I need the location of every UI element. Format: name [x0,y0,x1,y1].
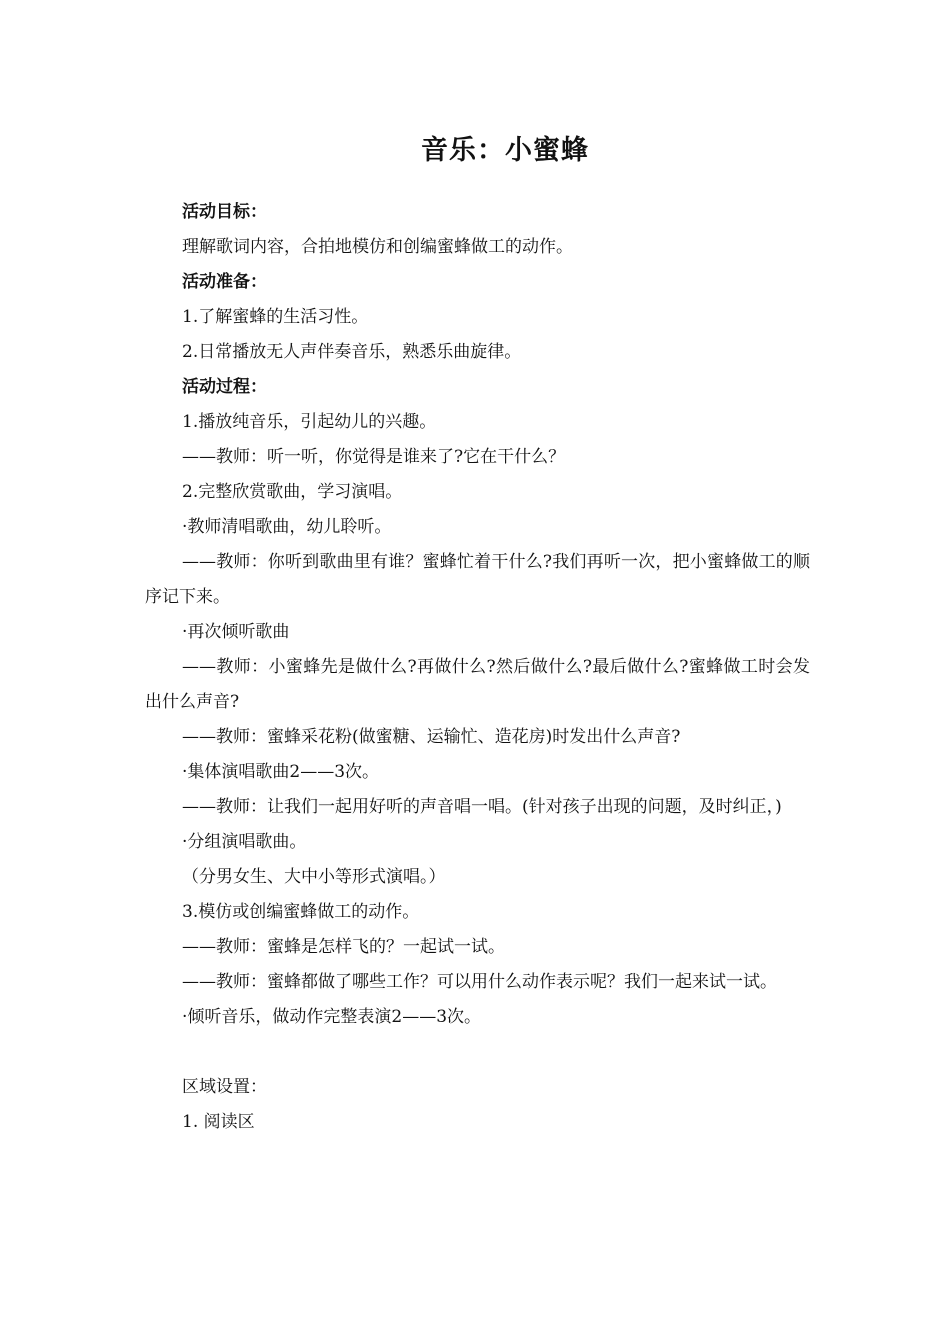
process-line: ·分组演唱歌曲。 [182,832,307,852]
process-line: 2.完整欣赏歌曲，学习演唱。 [182,482,403,502]
prep-heading: 活动准备： [182,272,267,292]
process-line: 3.模仿或创编蜜蜂做工的动作。 [182,902,420,922]
process-line: ——教师：蜜蜂都做了哪些工作？可以用什么动作表示呢？我们一起来试一试。 [182,972,777,992]
goal-heading: 活动目标： [182,202,267,222]
document-body [145,195,810,1140]
page-title: 音乐：小蜜蜂 [421,135,589,166]
process-line: ——教师：蜜蜂采花粉(做蜜糖、运输忙、造花房)时发出什么声音? [182,727,681,747]
process-line: ——教师：蜜蜂是怎样飞的？一起试一试。 [182,937,505,957]
process-line: 1.播放纯音乐，引起幼儿的兴趣。 [182,412,437,432]
process-line: ·再次倾听歌曲 [182,622,290,642]
process-line: ·倾听音乐，做动作完整表演2——3次。 [182,1007,482,1027]
process-line: （分男女生、大中小等形式演唱。） [182,867,446,887]
process-heading: 活动过程： [182,377,267,397]
process-line: ——教师：听一听，你觉得是谁来了?它在干什么？ [182,447,566,467]
process-line: ·集体演唱歌曲2——3次。 [182,762,380,782]
prep-item-1: 1.了解蜜蜂的生活习性。 [182,307,369,327]
prep-item-2: 2.日常播放无人声伴奏音乐，熟悉乐曲旋律。 [182,342,522,362]
process-line: ·教师清唱歌曲，幼儿聆听。 [182,517,392,537]
process-line: ——教师：你听到歌曲里有谁？蜜蜂忙着干什么?我们再听一次，把小蜜蜂做工的顺序记下来。 [145,552,810,607]
process-line: ——教师：小蜜蜂先是做什么?再做什么?然后做什么?最后做什么?蜜蜂做工时会发出什么声音? [145,657,810,712]
area-heading: 区域设置： [182,1077,267,1097]
blank-line [145,1035,810,1070]
goal-text: 理解歌词内容，合拍地模仿和创编蜜蜂做工的动作。 [182,237,573,257]
process-line: ——教师：让我们一起用好听的声音唱一唱。(针对孩子出现的问题，及时纠正，) [182,797,782,817]
area-item-1: 1. 阅读区 [182,1112,255,1132]
